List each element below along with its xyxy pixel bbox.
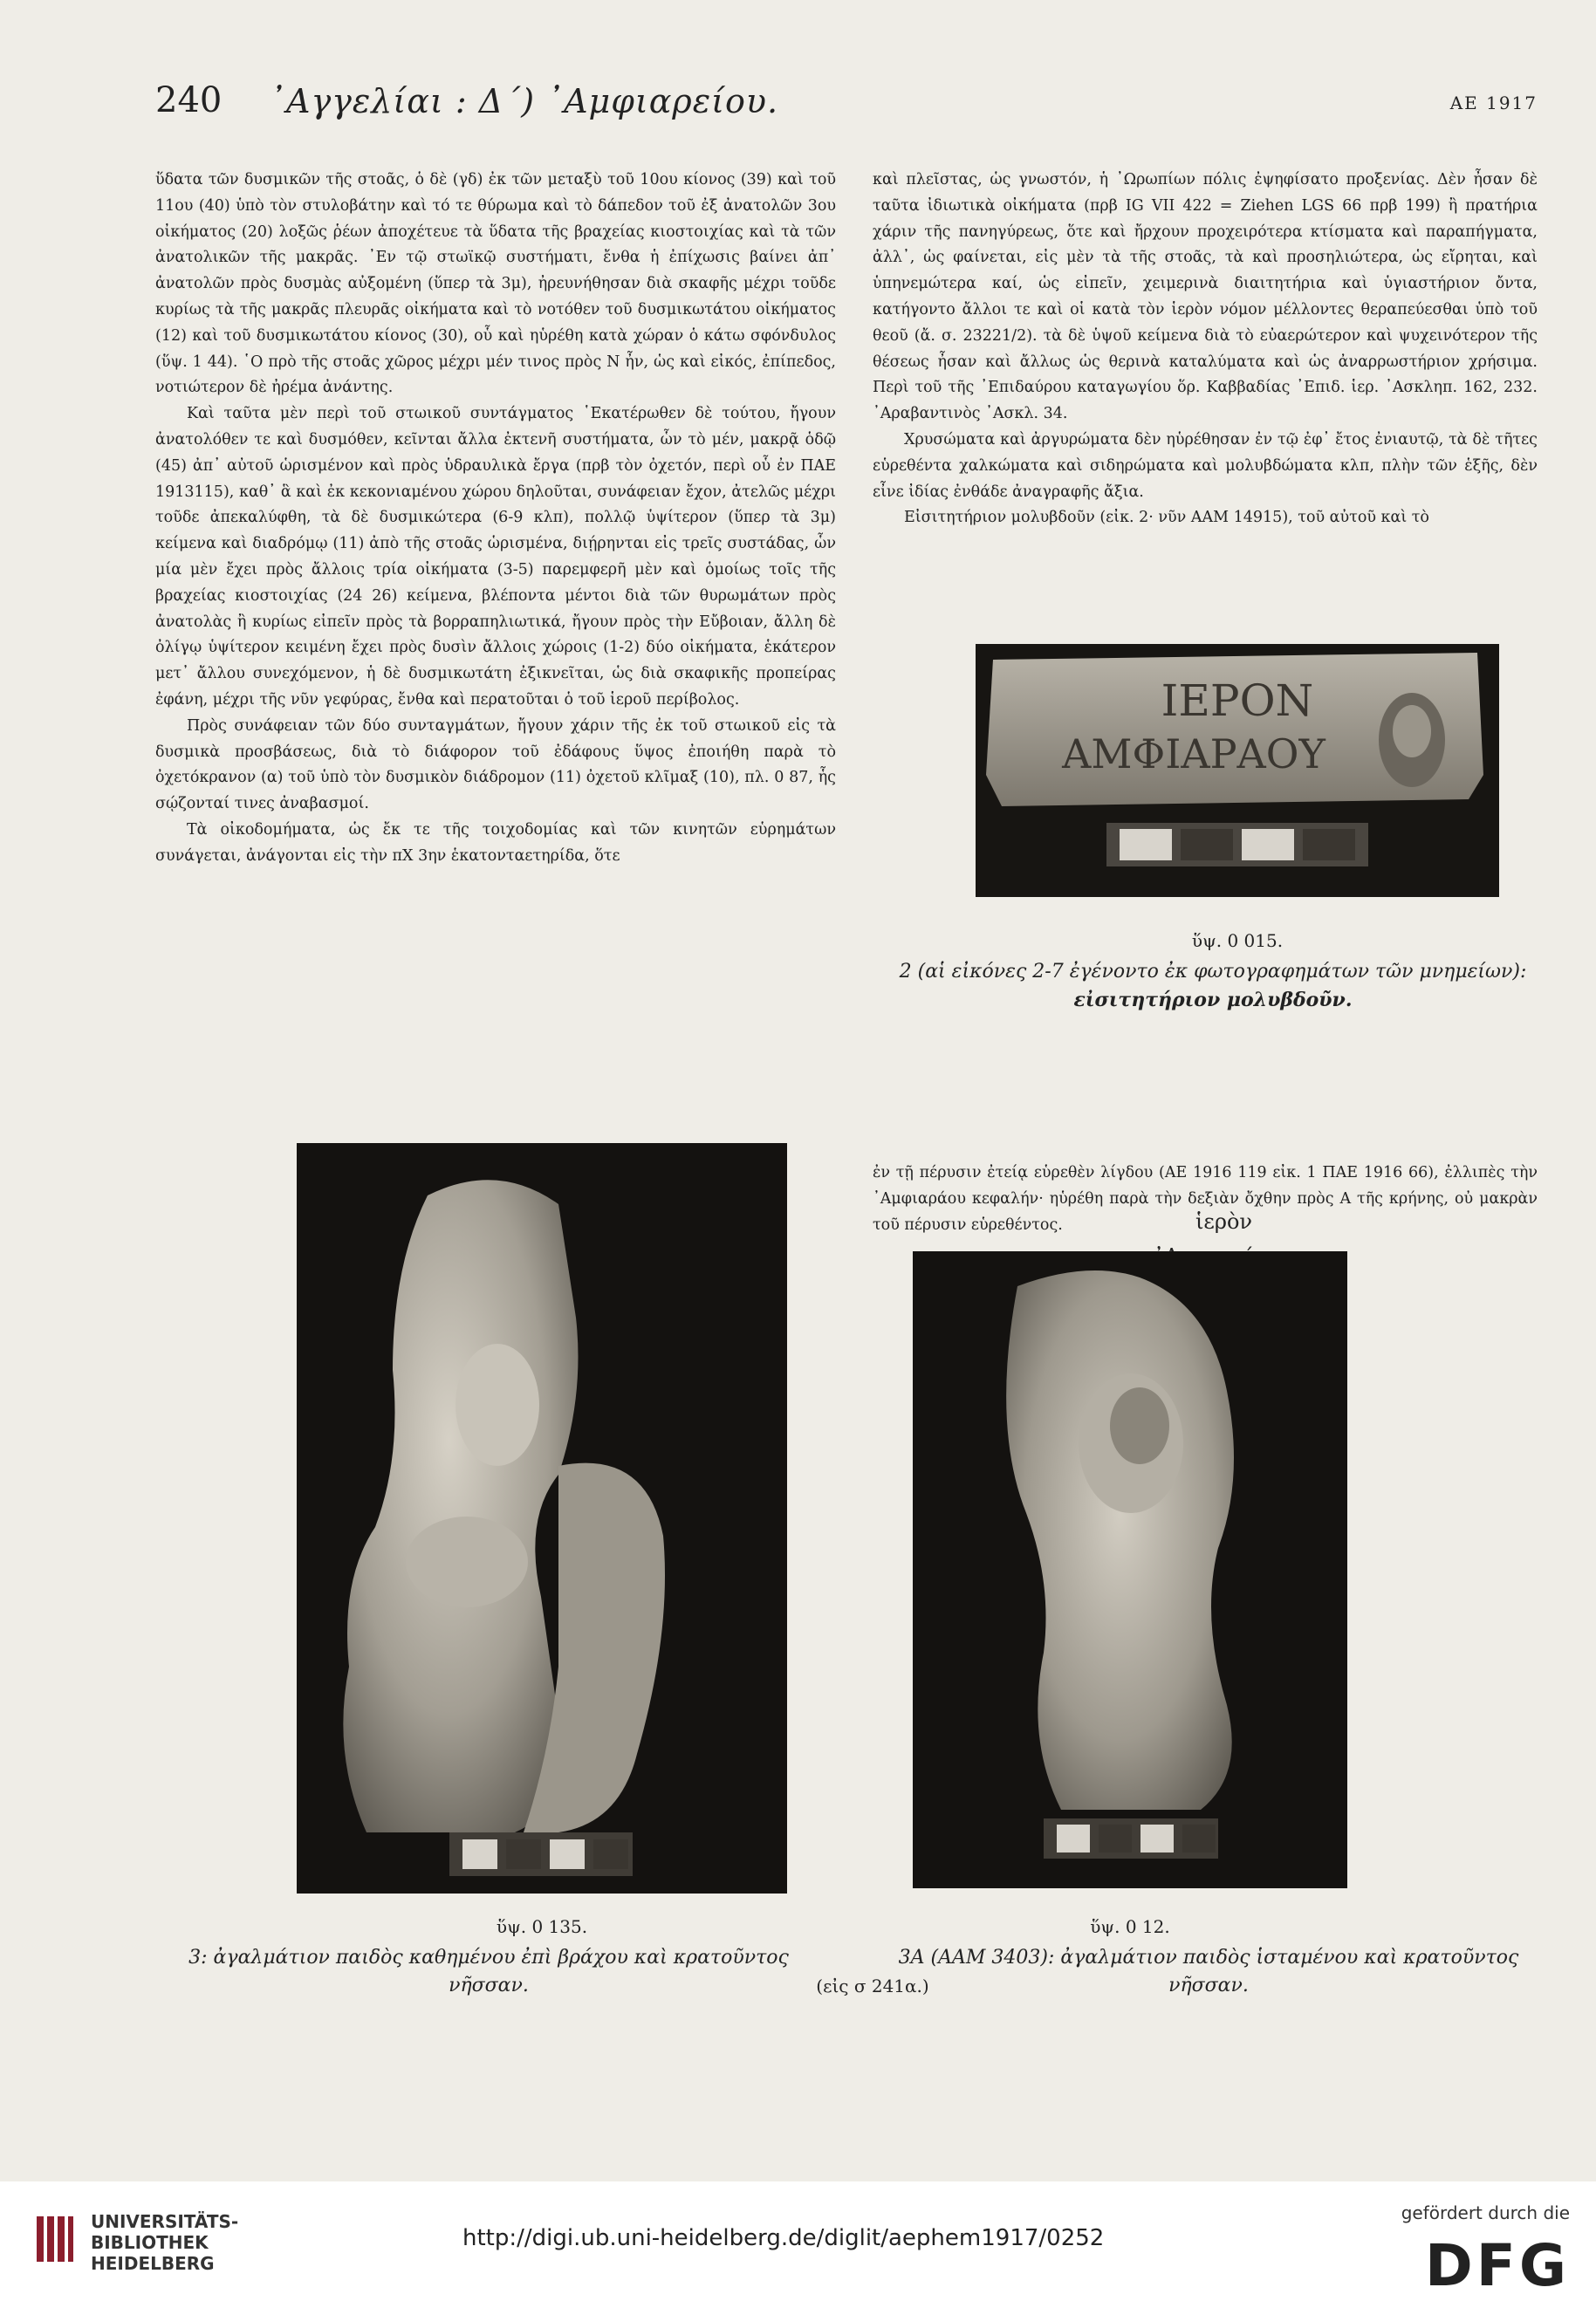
figure-3-caption-line2: νῆσσαν. bbox=[449, 1975, 529, 1996]
side-note: (εἰς σ 241α.) bbox=[816, 1976, 929, 1996]
figure-3a-caption-line1: 3Α (ΑΑΜ 3403): ἀγαλμάτιον παιδὸς ἱσταμένου καὶ κρατοῦντος bbox=[898, 1947, 1519, 1969]
figure-2-caption bbox=[881, 958, 1545, 1015]
dfg-logo: DFG bbox=[1424, 2232, 1570, 2299]
standing-statuette-image bbox=[913, 1251, 1347, 1888]
paragraph: Τὰ οἰκοδομήματα, ὡς ἔκ τε τῆς τοιχοδομίας καὶ τῶν κινητῶν εὑρημάτων συνάγεται, ἀνάγονται εἰς τὴν πΧ 3ην ἑκατονταετηρίδα, ὅτε bbox=[155, 820, 836, 865]
seated-statuette-image bbox=[297, 1143, 787, 1894]
paragraph: καὶ πλεῖστας, ὡς γνωστόν, ἡ ᾿Ωρωπίων πόλις ἐψηφίσατο προξενίας. Δὲν ἦσαν δὲ ταῦτα ἰδιωτικὰ οἰκήματα (πρβ IG VII 422 = Ziehen LGS 66 πρβ 199) ἢ πρατήρια χάριν τῆς πανηγύρεως, ὅτε καὶ ἤρχουν προχειρότερα κτίσματα καὶ παραπήγματα, ἀλλ᾿, ὡς φαίνεται, εἰς μὲν τὰ τῆς στοᾶς, τὰ καὶ προσηλιώτερα, ὡς εἴρηται, καὶ ὑπηνεμώτερα καί, ὡς εἰπεῖν, χειμερινὰ διαιτητήρια καὶ ὑγιαστήριον ὄντα, κατήγοντο ἄλλοι τε καὶ οἱ κατὰ τὸν ἱερὸν νόμον μέλλοντες θεραπεύεσθαι ὑπὸ τοῦ θεοῦ (ἄ. σ. 23221/2). τὰ δὲ ὑψοῦ κείμενα διὰ τὸ εὐαερώτερον καὶ ψυχεινότερον τῆς θέσεως ἦσαν καὶ ἄλλως ὡς θερινὰ καταλύματα καὶ ὡς ἀναρρωστήριον χρήσιμα. Περὶ τοῦ τῆς ᾿Επιδαύρου καταγωγίου ὅρ. Καββαδίας ᾿Επιδ. ἱερ. ᾿Ασκληπ. 162, 232. ᾿Αραβαντινὸς ᾿Ασκλ. 34. bbox=[873, 171, 1538, 423]
source-url-link[interactable]: http://digi.ub.uni-heidelberg.de/diglit/aephem1917/0252 bbox=[462, 2225, 1105, 2251]
journal-label: ΑΕ 1917 bbox=[1449, 92, 1538, 113]
figure-3-caption-line1: 3: ἀγαλμάτιον παιδὸς καθημένου ἐπὶ βράχου καὶ κρατοῦντος bbox=[188, 1947, 789, 1969]
inscription-line1: ἱερὸν bbox=[1195, 1209, 1252, 1234]
paragraph: Εἰσιτητήριον μολυβδοῦν (εἰκ. 2· νῦν ΑΑΜ 14915), τοῦ αὐτοῦ καὶ τὸ bbox=[904, 509, 1429, 527]
figure-3-height: ὕψ. 0 135. bbox=[496, 1916, 588, 1937]
figure-2-photo bbox=[976, 644, 1499, 897]
page-number: 240 bbox=[155, 80, 223, 120]
footer-bar bbox=[0, 2181, 1596, 2301]
figure-3a-caption-line2: νῆσσαν. bbox=[1168, 1975, 1249, 1996]
lead-ticket-image bbox=[976, 644, 1499, 897]
stamp-text-line2: ΑΜΦΙΑΡΑΟΥ bbox=[1062, 730, 1325, 777]
figure-2-height: ὕψ. 0 015. bbox=[1191, 930, 1284, 951]
figure-3a-caption bbox=[873, 1944, 1545, 2000]
paragraph: Πρὸς συνάφειαν τῶν δύο συνταγμάτων, ἤγουν χάριν τῆς ἐκ τοῦ στωικοῦ εἰς τὰ δυσμικὰ προσβάσεως, διὰ τὸ διάφορον τοῦ ἐδάφους ὕψος ἐποιήθη παρὰ τὸ ὀχετόκρανον (α) τοῦ ὑπὸ τὸν δυσμικὸν διάδρομον (11) ὀχετοῦ κλῖμαξ (10), πλ. 0 87, ἧς σῴζονταί τινες ἀναβασμοί. bbox=[155, 716, 836, 813]
library-name: UNIVERSITÄTS- BIBLIOTHEK HEIDELBERG bbox=[91, 2211, 239, 2274]
right-column-mid: ἐν τῇ πέρυσιν ἐτείᾳ εὑρεθὲν λίγδου (ΑΕ 1916 119 εἰκ. 1 ΠΑΕ 1916 66), ἐλλιπὲς τὴν ᾿Αμφιαράου κεφαλήν· ηὑρέθη παρὰ τὴν δεξιὰν ὄχθην πρὸς Α τῆς κρήνης, οὐ μακρὰν τοῦ πέρυσιν εὑρεθέντος. bbox=[873, 1164, 1538, 1234]
figure-3-photo bbox=[297, 1143, 787, 1894]
library-logo-icon bbox=[33, 2213, 75, 2265]
paragraph: ὕδατα τῶν δυσμικῶν τῆς στοᾶς, ὁ δὲ (γδ) ἐκ τῶν μεταξὺ τοῦ 10ου κίονος (39) καὶ τοῦ 11ου (40) ὑπὸ τὸν στυλοβάτην καὶ τό τε θύρωμα καὶ τὸ δάπεδον τοῦ ἐξ ἀνατολῶν 3ου οἰκήματος (20) λοξῶς ῥέων ἀποχέτευε τὰ ὕδατα τῆς βραχείας κιοστοιχίας καὶ τὰ τῶν ἀνατολικῶν τῆς μακρᾶς. ᾿Εν τῷ στωϊκῷ συστήματι, ἔνθα ἡ ἐπίχωσις βαίνει ἀπ᾿ ἀνατολῶν πρὸς δυσμὰς αὐξομένη (ὕπερ τὰ 3μ), ἠρευνήθησαν διὰ σκαφῆς μέχρι τοῦδε κυρίως τὰ τῆς μακρᾶς πλευρᾶς οἰκήματα καὶ τὸ νοτόθεν τοῦ δυσμικωτάτου οἰκήματος (12) καὶ τοῦ δυσμικωτάτου κίονος (30), οὗ καὶ ηὑρέθη κατὰ χώραν ὁ κάτω σφόνδυλος (ὕψ. 1 44). ῾Ο πρὸ τῆς στοᾶς χῶρος μέχρι μέν τινος πρὸς Ν ἦν, ὡς καὶ εἰκός, ἐπίπεδος, νοτιώτερον δὲ ἠρέμα ἀνάντης. bbox=[155, 171, 836, 397]
running-title: ᾿Αγγελίαι : Δ΄) ᾿Αμφιαρείου. bbox=[269, 82, 779, 120]
figure-3a-height: ὕψ. 0 12. bbox=[1090, 1916, 1170, 1937]
paragraph: Χρυσώματα καὶ ἀργυρώματα δὲν ηὑρέθησαν ἐν τῷ ἐφ᾿ ἔτος ἐνιαυτῷ, τὰ δὲ τῆτες εὑρεθέντα χαλκώματα καὶ σιδηρώματα καὶ μολυβδώματα κλπ, πλὴν τῶν ἑξῆς, δὲν εἶνε ἰδίας ἐνθάδε ἀναγραφῆς ἄξια. bbox=[873, 430, 1538, 501]
left-column bbox=[155, 168, 836, 870]
page-header bbox=[155, 80, 1538, 124]
stamp-text-line1: ΙΕΡΟΝ bbox=[1161, 675, 1314, 726]
figure-3a-photo bbox=[913, 1251, 1347, 1888]
right-column-top bbox=[873, 168, 1538, 531]
figure-2-caption-line2: εἰσιτητήριον μολυβδοῦν. bbox=[1073, 989, 1353, 1011]
funder-label: gefördert durch die bbox=[1401, 2202, 1570, 2223]
paragraph: Καὶ ταῦτα μὲν περὶ τοῦ στωικοῦ συντάγματος ῾Εκατέρωθεν δὲ τούτου, ἤγουν ἀνατολόθεν τε καὶ δυσμόθεν, κεῖνται ἄλλα ἐκτενῆ συστήματα, ὧν τὸ μέν, μακρᾷ ὁδῷ (45) ἀπ᾿ αὐτοῦ ὡρισμένον καὶ πρὸς ὑδραυλικὰ ἔργα (πρβ τὸν ὀχετόν, περὶ οὗ ἐν ΠΑΕ 1913115), καθ᾿ ἃ καὶ ἐκ κεκονιαμένου χώρου δηλοῦται, συνάφειαν ἔχον, ἀτελῶς μέχρι τοῦδε ἀπεκαλύφθη, τὰ δὲ δυσμικώτερα (6-9 κλπ), πολλῷ ὑψίτερον (ὕπερ τὰ 3μ) κείμενα καὶ διαδρόμῳ (11) ἀπὸ τῆς στοᾶς ὡρισμένα, διῄρηνται εἰς τρεῖς συστάδας, ὧν μία μὲν ἔχει πρὸς ἄλλοις τρία οἰκήματα (3-5) παρεμφερῆ μὲν καὶ ὁμοίως τοῖς τῆς βραχείας κιοστοιχίας (24 26) κείμενα, βλέποντα μέντοι διὰ τῶν θυρωμάτων πρὸς ἀνατολὰς ἢ κυρίως εἰπεῖν πρὸς τὰ βορραπηλιωτικά, ἤγουν πρὸς τὴν Εὔβοιαν, ἄλλη δὲ ὀλίγῳ ὑψίτερον κειμένη ἔχει πρὸς δυσὶν ἄλλοις χώροις (1-2) δύο οἰκήματα, ἑκάτερον μετ᾿ ἄλλου συνεχόμενον, ἡ δὲ δυσμικωτάτη ἐξικνεῖται, ὡς διὰ σκαφικῆς προπείρας ἐφάνη, μέχρι τῆς νῦν γεφύρας, ἔνθα καὶ περατοῦται ὁ τοῦ ἱεροῦ περίβολος. bbox=[155, 405, 836, 709]
figure-3-caption bbox=[140, 1944, 838, 2000]
figure-2-caption-line1: 2 (αἱ εἰκόνες 2-7 ἐγένοντο ἐκ φωτογραφημάτων τῶν μνημείων): bbox=[899, 961, 1527, 983]
